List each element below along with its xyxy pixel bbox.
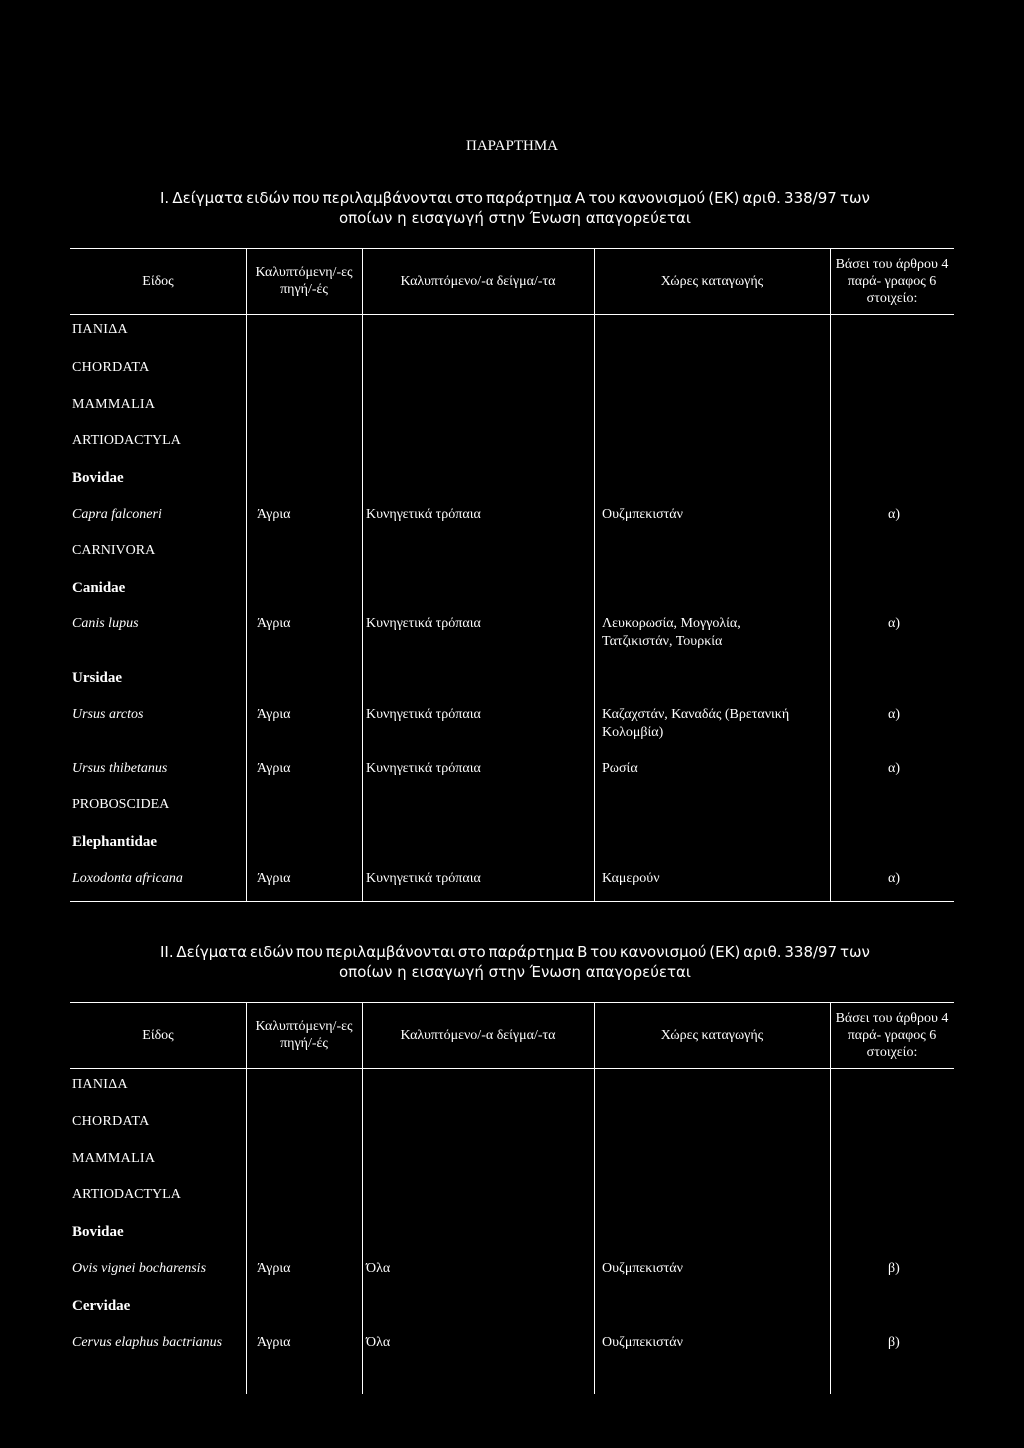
heading-word: Α [575,189,586,207]
section-1-heading [160,188,870,228]
countries-cell: Λευκορωσία, Μογγολία, Τατζικιστάν, Τουρκία [602,616,741,649]
species-cell: Cervus elaphus bactrianus [72,1335,223,1350]
heading-word: κανονισμού [618,189,706,207]
header-species: Είδος [142,273,174,289]
taxon-label: Bovidae [72,1224,124,1240]
heading-word: 338/97 [784,189,837,207]
heading-word: Δείγματα [176,943,248,961]
basis-cell: α) [888,507,900,522]
basis-cell: α) [888,616,900,631]
taxon-label: MAMMALIA [72,1151,156,1166]
heading-word: II. [160,943,174,961]
countries-cell: Ουζμπεκιστάν [602,1335,683,1350]
section-1-heading-line1 [160,188,870,208]
taxon-label: PROBOSCIDEA [72,797,170,812]
source-cell: Άγρια [257,507,291,522]
section-1-heading-line2: οποίων η εισαγωγή στην Ένωση απαγορεύεται [339,209,691,227]
specimens-cell: Κυνηγετικά τρόπαια [366,707,481,722]
header-species: Είδος [142,1027,174,1043]
specimens-cell: Κυνηγετικά τρόπαια [366,507,481,522]
countries-cell: Ουζμπεκιστάν [602,507,683,522]
section-2-heading-line1 [160,942,870,962]
heading-word: του [588,189,616,207]
taxon-label: CHORDATA [72,1114,150,1129]
heading-word: που [292,189,320,207]
heading-word: παράρτημα [488,943,575,961]
header-specimens: Καλυπτόμενο/-α δείγμα/-τα [400,273,556,289]
heading-word: του [590,943,618,961]
column-divider [246,248,247,901]
heading-word: στο [457,943,486,961]
specimens-cell: Όλα [366,1261,391,1276]
heading-word: περιλαμβάνονται [322,189,453,207]
section-2-heading-line2: οποίων η εισαγωγή στην Ένωση απαγορεύεται [339,963,691,981]
header-bottom-rule [70,1068,954,1069]
countries-cell: Καμερούν [602,871,660,886]
taxon-label: MAMMALIA [72,397,156,412]
specimens-cell: Κυνηγετικά τρόπαια [366,761,481,776]
header-source: Καλυπτόμενη/-ες πηγή/-ές [255,265,353,297]
taxon-label: ARTIODACTYLA [72,1187,181,1202]
header-specimens: Καλυπτόμενο/-α δείγμα/-τα [400,1027,556,1043]
section-2-heading [160,942,870,982]
heading-word: των [839,943,870,961]
source-cell: Άγρια [257,761,291,776]
column-divider [362,248,363,901]
species-cell: Loxodonta africana [72,871,183,886]
heading-word: ειδών [246,189,290,207]
species-cell: Ovis vignei bocharensis [72,1261,207,1276]
heading-word: παράρτημα [486,189,572,207]
heading-word: των [839,189,870,207]
source-cell: Άγρια [257,707,291,722]
source-cell: Άγρια [257,871,291,886]
heading-word: αριθ. [743,943,782,961]
source-cell: Άγρια [257,1335,291,1350]
column-divider [830,248,831,901]
heading-word: 338/97 [784,943,838,961]
taxon-label: Ursidae [72,670,122,686]
species-cell: Capra falconeri [72,507,162,522]
header-countries: Χώρες καταγωγής [660,273,764,289]
annex-title: ΠΑΡΑΡΤΗΜΑ [466,138,558,154]
species-cell: Canis lupus [72,616,139,631]
specimens-cell: Κυνηγετικά τρόπαια [366,871,481,886]
species-cell: Ursus thibetanus [72,761,168,776]
header-source: Καλυπτόμενη/-ες πηγή/-ές [255,1019,353,1051]
taxon-label: CHORDATA [72,360,150,375]
taxon-label: ΠΑΝΙΔΑ [72,322,128,337]
source-cell: Άγρια [257,616,291,631]
taxon-label: Cervidae [72,1298,131,1314]
table-2 [70,1002,954,1396]
column-divider [594,248,595,901]
header-bottom-rule [70,314,954,315]
header-countries: Χώρες καταγωγής [660,1027,764,1043]
heading-word: Β [577,943,588,961]
table-1 [70,248,954,904]
specimens-cell: Κυνηγετικά τρόπαια [366,616,481,631]
taxon-label: Elephantidae [72,834,158,850]
countries-cell: Καζαχστάν, Καναδάς (Βρετανική Κολομβία) [602,707,790,740]
table-bottom-rule [70,901,954,902]
header-basis: Βάσει του άρθρου 4 παρά- γραφος 6 στοιχείο: [835,1010,949,1060]
heading-word: περιλαμβάνονται [325,943,456,961]
heading-word: κανονισμού [619,943,707,961]
heading-word: που [296,943,323,961]
basis-cell: α) [888,761,900,776]
heading-word: αριθ. [742,189,781,207]
header-basis: Βάσει του άρθρου 4 παρά- γραφος 6 στοιχείο: [835,256,949,306]
basis-cell: α) [888,707,900,722]
taxon-label: Canidae [72,580,126,596]
taxon-label: ARTIODACTYLA [72,433,181,448]
basis-cell: β) [888,1335,900,1350]
species-cell: Ursus arctos [72,707,144,722]
heading-word: Δείγματα [172,189,244,207]
basis-cell: α) [888,871,900,886]
specimens-cell: Όλα [366,1335,391,1350]
heading-word: στο [455,189,483,207]
taxon-label: ΠΑΝΙΔΑ [72,1077,128,1092]
heading-word: ειδών [249,943,294,961]
countries-cell: Ρωσία [602,761,638,776]
countries-cell: Ουζμπεκιστάν [602,1261,683,1276]
basis-cell: β) [888,1261,900,1276]
heading-word: (ΕΚ) [709,943,741,961]
taxon-label: CARNIVORA [72,543,156,558]
taxon-label: Bovidae [72,470,124,486]
source-cell: Άγρια [257,1261,291,1276]
heading-word: I. [160,189,170,207]
heading-word: (ΕΚ) [708,189,740,207]
